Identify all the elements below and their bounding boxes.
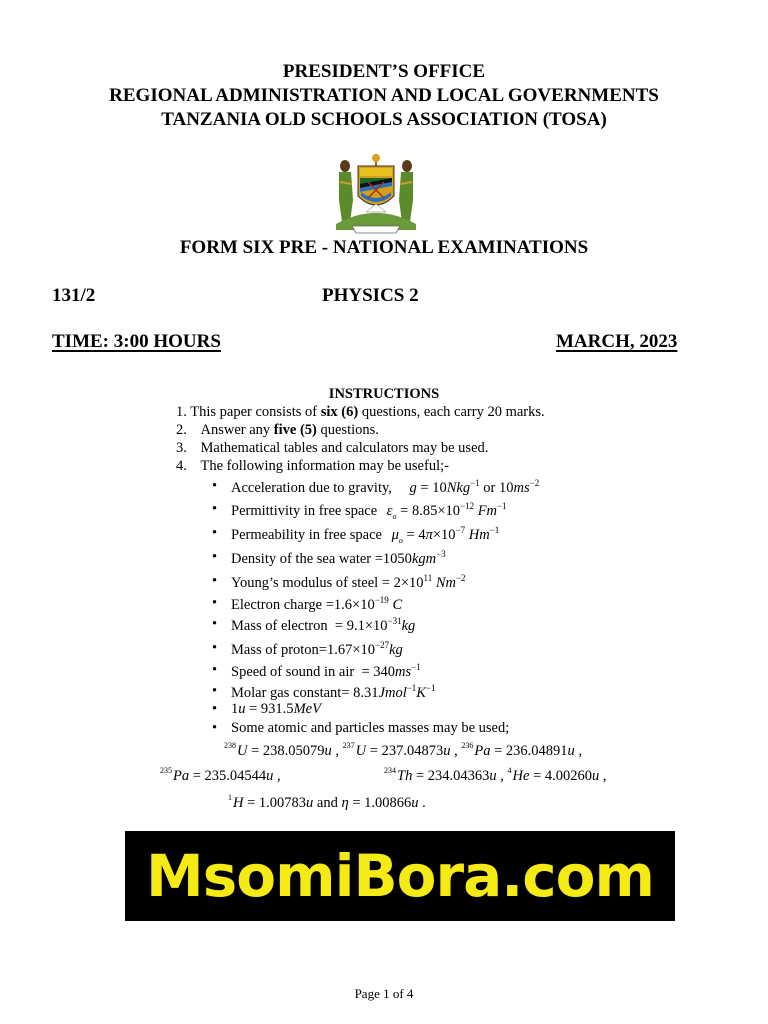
constant-label: Electron charge — [231, 597, 323, 613]
instruction-number: 3. — [176, 440, 187, 456]
paper-code: 131/2 — [52, 285, 96, 306]
page-number: Page 1 of 4 — [354, 986, 414, 1001]
constant-label: Molar gas constant — [231, 685, 342, 701]
constant-speed-of-sound: Speed of sound in air = $340ms^{-1}$ — [231, 662, 421, 680]
constant-atomic-mass-unit: 1u = 931.5MeV — [231, 701, 321, 717]
coat-of-arms-logo — [330, 152, 422, 234]
instruction-item-3 — [176, 439, 488, 457]
header-line-2: REGIONAL ADMINISTRATION AND LOCAL GOVERNMENTS — [109, 85, 659, 106]
bullet-icon: • — [212, 662, 218, 678]
instruction-text: questions, each carry 20 marks. — [358, 404, 545, 420]
bullet-icon: • — [212, 573, 218, 589]
subject: PHYSICS 2 — [322, 285, 419, 306]
constant-permittivity: Permittivity in free space $\varepsilon_o = 8.85\times 10^{-12}$ $Fm^{-1}$ — [231, 501, 507, 521]
bullet-icon: • — [212, 478, 218, 494]
constant-proton-mass: Mass of $proton=1.67\times 10^{-27}kg$ — [231, 640, 403, 658]
constant-permeability: Permeability in free space $\mu_o = 4\pi\times 10^{-7}$ $Hm^{-1}$ — [231, 525, 500, 545]
constant-label: Mass of electron — [231, 618, 328, 634]
constant-label: Young’s modulus of steel — [231, 575, 379, 591]
constant-electron-mass: Mass of electron = $9.1\times 10^{-31}kg$ — [231, 616, 416, 634]
instruction-text: questions. — [316, 422, 379, 438]
constant-youngs-modulus: Young’s modulus of steel = $2\times 10^{11}$ $Nm^{-2}$ — [231, 573, 466, 591]
atomic-masses-line-1: $^{238}$U = 238.05079u , $^{237}$U = 237.04873u , $^{236}$Pa = 236.04891u , — [224, 741, 583, 759]
constant-electron-charge: Electron charge $=1.6\times 10^{-19}$ C — [231, 595, 403, 613]
constant-label: Density of the sea water — [231, 551, 372, 567]
constant-sea-water-density: Density of the sea water =1050kgm$^{-3}$ — [231, 549, 446, 567]
atomic-masses-line-4: $^1$H = 1.00783u and η = 1.00866u . — [228, 793, 426, 811]
bullet-icon: • — [212, 595, 218, 611]
banner-logo-text: MsomiBora.com — [146, 842, 654, 910]
instruction-number: 1. — [176, 404, 187, 420]
bullet-icon: • — [212, 501, 218, 517]
instruction-text: The following information may be useful;- — [200, 458, 449, 474]
constant-label: Permittivity in free space — [231, 503, 378, 519]
bullet-icon: • — [212, 720, 218, 736]
atomic-masses-line-2: $^{235}$Pa = 235.04544u , — [160, 766, 281, 784]
instruction-item-2 — [176, 421, 379, 439]
constant-molar-gas: Molar gas constant= $8.31Jmol^{-1}K^{-1}$ — [231, 683, 436, 701]
instruction-emphasis: six (6) — [320, 404, 359, 420]
instructions-heading: INSTRUCTIONS — [328, 386, 440, 402]
exam-title: FORM SIX PRE - NATIONAL EXAMINATIONS — [179, 237, 589, 258]
constant-gravity: Acceleration due to gravity, g = 10Nkg$^{-1}$ or $10ms^{-2}$ — [231, 478, 540, 496]
instruction-item-1 — [176, 403, 545, 421]
instruction-text: Answer any — [200, 422, 274, 438]
header-line-1: PRESIDENT’S OFFICE — [282, 61, 486, 82]
instruction-text: Mathematical tables and calculators may be used. — [200, 440, 489, 456]
instruction-item-4 — [176, 457, 449, 475]
header-line-3: TANZANIA OLD SCHOOLS ASSOCIATION (TOSA) — [161, 109, 607, 130]
bullet-icon: • — [212, 616, 218, 632]
bullet-icon: • — [212, 549, 218, 565]
exam-date: MARCH, 2023 — [556, 331, 678, 352]
constant-label: Permeability in free space — [231, 527, 382, 543]
bullet-icon: • — [212, 701, 218, 717]
bullet-icon: • — [212, 683, 218, 699]
constant-label: Acceleration due to gravity, — [231, 480, 392, 496]
exam-time: TIME: 3:00 HOURS — [52, 331, 221, 352]
constant-label: Speed of sound in air — [231, 664, 355, 680]
msomibora-banner — [125, 831, 675, 921]
instruction-text: This paper consists of — [190, 404, 321, 420]
bullet-icon: • — [212, 640, 218, 656]
atomic-masses-line-3: $^{234}$Th = 234.04363u , $^4$He = 4.00260u , — [384, 766, 607, 784]
instruction-emphasis: five (5) — [273, 422, 317, 438]
constant-atomic-masses-intro: Some atomic and particles masses may be used; — [231, 720, 510, 736]
constant-label: Mass of proton — [231, 642, 319, 658]
bullet-icon: • — [212, 525, 218, 541]
instruction-number: 4. — [176, 458, 187, 474]
instruction-number: 2. — [176, 422, 187, 438]
